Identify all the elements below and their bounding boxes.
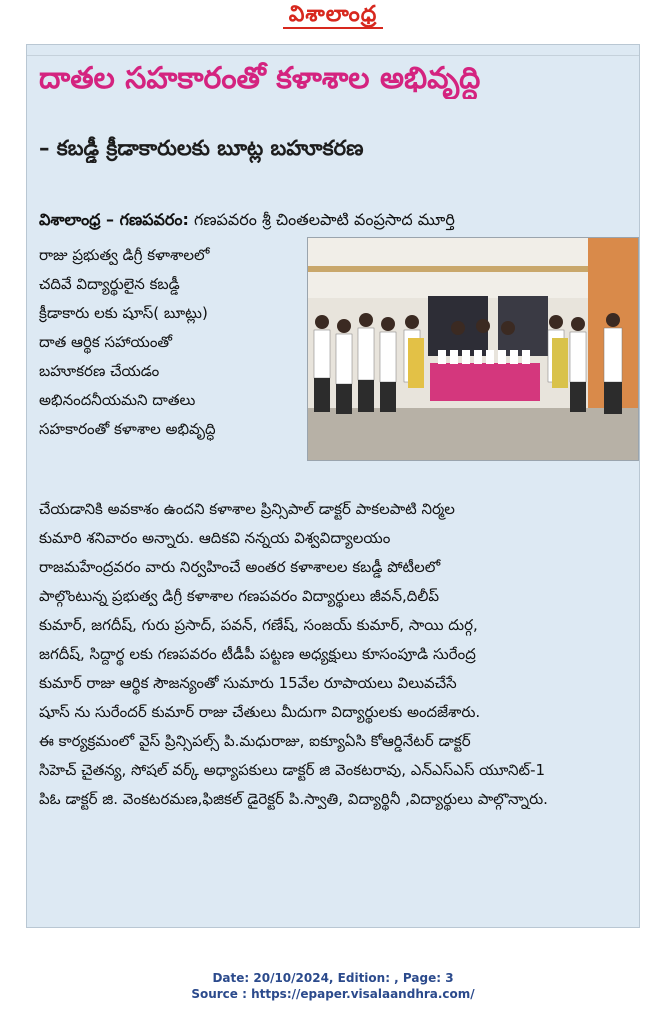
clipping-top-rule [27,45,639,56]
body-line: పిఓ డాక్టర్ జి. వెంకటరమణ,ఫిజికల్ డైరెక్టర్ పి.స్వాతి, విద్యార్థినీ ,విద్యార్థులు పాల్గొన్నారు. [39,790,548,808]
narrow-line: అభినందనీయమని దాతలు [39,391,196,409]
masthead [0,0,666,32]
newspaper-logo: విశాలాంధ్ర [283,1,384,29]
group-photo-icon [307,237,639,461]
body-line: కుమార్, జగదీష్, గురు ప్రసాద్, పవన్, గణేష్, సంజయ్ కుమార్, సాయి దుర్గ, [39,616,478,634]
body-line: షూస్ ను సురేందర్ కుమార్ రాజు చేతులు మీదుగా విద్యార్థులకు అందజేశారు. [39,703,481,721]
narrow-line: రాజు ప్రభుత్వ డిగ్రీ కళాశాలలో [39,246,210,264]
article-narrow-column [39,241,303,444]
narrow-line: బహూకరణ చేయడం [39,362,160,380]
body-line: కుమార్ రాజు ఆర్థిక సౌజన్యంతో సుమారు 15వేల రూపాయలు విలువచేసే [39,674,457,692]
narrow-line: సహకారంతో కళాశాల అభివృద్ధి [39,420,216,438]
body-line: కుమారి శనివారం అన్నారు. ఆదికవి నన్నయ విశ్వవిద్యాలయం [39,529,391,547]
narrow-line: క్రీడాకారు లకు షూస్( బూట్లు) [39,304,208,322]
body-line: చేయడానికి అవకాశం ఉందని కళాశాల ప్రిన్సిపాల్ డాక్టర్ పాకలపాటి నిర్మల [39,500,455,518]
article-headline: దాతల సహకారంతో కళాశాల అభివృద్ధి [39,61,481,96]
body-line: జగదీష్, సిద్దార్థ లకు గణపవరం టీడీపీ పట్టణ అధ్యక్షులు కూసంపూడి సురేంద్ర [39,645,476,663]
article-subheadline: – కబడ్డీ క్రీడాకారులకు బూట్ల బహూకరణ [39,136,364,160]
epaper-footer [0,970,666,1002]
narrow-line: చదివే విద్యార్థులైన కబడ్డీ [39,275,180,293]
footer-date-line: Date: 20/10/2024, Edition: , Page: 3 [212,971,454,985]
body-line: ఈ కార్యక్రమంలో వైస్ ప్రిన్సిపల్స్ పి.మధురాజు, ఐక్యూఏసి కోఆర్డినేటర్ డాక్టర్ [39,732,471,750]
footer-source-line: Source : https://epaper.visalaandhra.com/ [191,987,475,1001]
article-body [39,495,631,814]
article-lead-text: గణపవరం శ్రీ చింతలపాటి వంప్రసాద మూర్తి [194,210,455,229]
narrow-line: దాత ఆర్థిక సహాయంతో [39,333,173,351]
body-line: పాల్గొంటున్న ప్రభుత్వ డిగ్రీ కళాశాల గణపవరం విద్యార్థులు జీవన్,దిలీప్ [39,587,440,605]
article-lead [39,208,629,232]
body-line: సిహెచ్ చైతన్య, సోషల్ వర్క్ అధ్యాపకులు డాక్టర్ జి వెంకటరావు, ఎన్ఎస్ఎస్ యూనిట్-1 [39,761,546,779]
article-dateline: విశాలాంధ్ర – గణపవరం: [39,210,189,229]
body-line: రాజమహేంద్రవరం వారు నిర్వహించే అంతర కళాశాలల కబడ్డీ పోటీలలో [39,558,441,576]
group-photo-illustration [308,238,638,460]
news-clipping [26,44,640,928]
